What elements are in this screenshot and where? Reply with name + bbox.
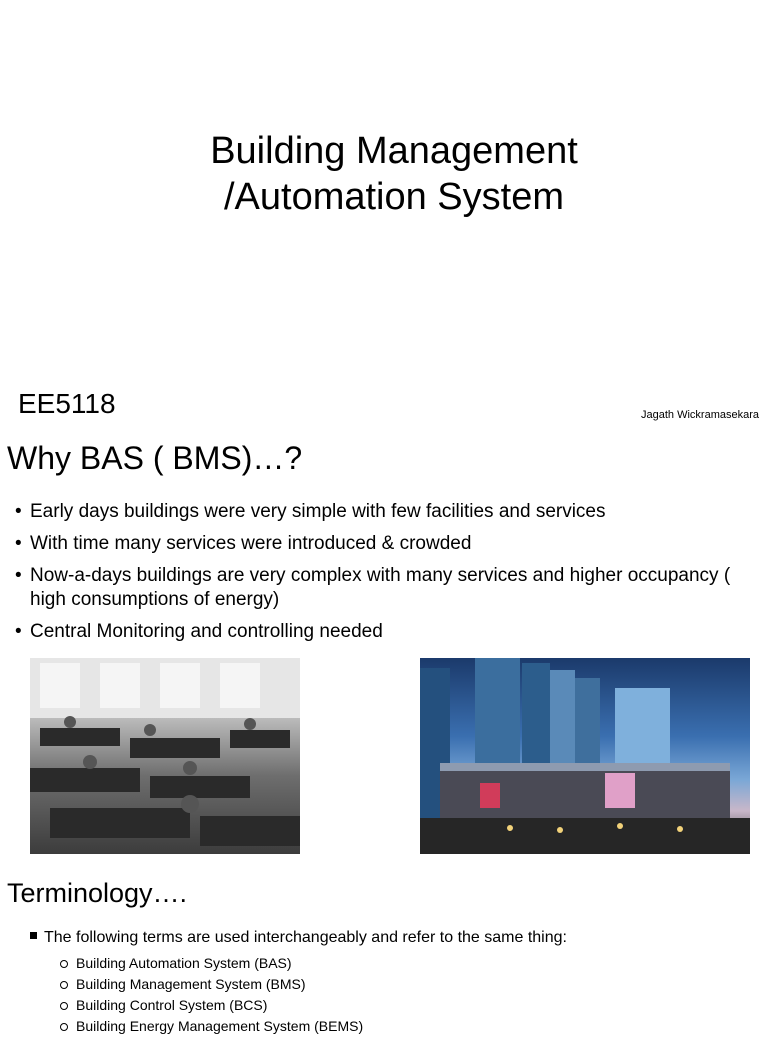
terminology-list bbox=[58, 953, 363, 1037]
bullet-item: • Now-a-days buildings are very complex with many services and higher occupancy ( high consumptions of energy) bbox=[15, 564, 755, 612]
term-item: Building Control System (BCS) bbox=[58, 995, 363, 1016]
term-item: Building Energy Management System (BEMS) bbox=[58, 1016, 363, 1037]
author-name: Jagath Wickramasekara bbox=[641, 409, 759, 421]
terminology-intro-text: The following terms are used interchangeably and refer to the same thing: bbox=[44, 929, 567, 946]
old-office-illustration bbox=[30, 658, 300, 854]
old-office-photo bbox=[30, 658, 300, 854]
bullet-item: • With time many services were introduced & crowded bbox=[15, 532, 755, 556]
terminology-intro bbox=[30, 929, 567, 947]
section-title-why-bas: Why BAS ( BMS)…? bbox=[7, 440, 303, 476]
course-code: EE5118 bbox=[18, 388, 116, 419]
slide-title-line1: Building Management bbox=[210, 130, 578, 172]
section-title-terminology: Terminology…. bbox=[7, 878, 188, 908]
modern-building-photo bbox=[420, 658, 750, 854]
bullet-item: • Central Monitoring and controlling needed bbox=[15, 620, 755, 644]
bullet-item: • Early days buildings were very simple with few facilities and services bbox=[15, 500, 755, 524]
bullet-list bbox=[15, 500, 755, 652]
modern-building-illustration bbox=[420, 658, 750, 854]
slide-title-line2: /Automation System bbox=[223, 176, 565, 218]
term-item: Building Automation System (BAS) bbox=[58, 953, 363, 974]
square-bullet-icon bbox=[30, 932, 37, 939]
slide-title bbox=[0, 128, 768, 220]
term-item: Building Management System (BMS) bbox=[58, 974, 363, 995]
